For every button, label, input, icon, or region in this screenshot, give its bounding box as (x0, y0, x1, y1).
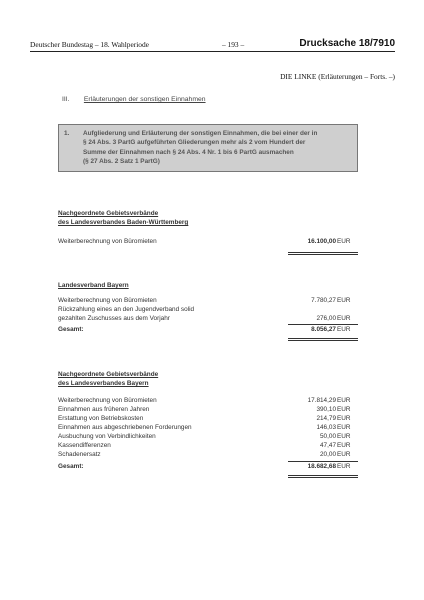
note-line: Summe der Einnahmen nach § 24 Abs. 4 Nr. 1 bis 6 PartG ausmachen (83, 148, 294, 156)
table-row (58, 424, 358, 433)
subtotal-rule (288, 461, 358, 462)
section-heading (62, 96, 206, 103)
total-double-rule (288, 477, 358, 478)
header-rule (30, 51, 395, 52)
row-amount: 47,47 (320, 442, 336, 449)
table-row (58, 306, 358, 315)
section-title: Erläuterungen der sonstigen Einnahmen (83, 96, 206, 103)
row-label: Ausbuchung von Verbindlichkeiten (58, 433, 156, 440)
row-amount: 16.100,00 (307, 238, 336, 245)
row-label: Schadenersatz (58, 451, 101, 458)
total-double-rule (288, 340, 358, 341)
total-double-rule (288, 338, 358, 339)
row-label: Einnahmen aus früheren Jahren (58, 406, 150, 413)
group-heading-line: Nachgeordnete Gebietsverbände (58, 210, 159, 217)
group-heading-line: Nachgeordnete Gebietsverbände (58, 371, 159, 378)
table-row-total (58, 326, 358, 335)
row-amount: 214,79 (316, 415, 336, 422)
total-double-rule (288, 475, 358, 476)
row-label: gezahlten Zuschusses aus dem Vorjahr (58, 315, 170, 322)
row-amount: 18.682,68 (307, 463, 336, 470)
table-row (58, 397, 358, 406)
group-heading-line: des Landesverbandes Bayern (58, 380, 149, 387)
page-header (30, 38, 395, 52)
row-amount: 276,00 (316, 315, 336, 322)
note-line: § 24 Abs. 3 PartG aufgeführten Gliederungen mehr als 2 vom Hundert der (83, 139, 306, 147)
table-row (58, 406, 358, 415)
boxed-note (58, 124, 358, 172)
row-amount: 7.780,27 (311, 297, 336, 304)
note-number: 1. (64, 130, 70, 137)
group-heading-line: des Landesverbandes Baden-Württemberg (58, 219, 189, 226)
total-double-rule (288, 252, 358, 253)
table-row (58, 297, 358, 306)
header-publication: Deutscher Bundestag – 18. Wahlperiode (30, 40, 149, 49)
header-page-number: – 193 – (222, 40, 245, 49)
group-heading-bw-subunits (58, 209, 188, 227)
group-heading-bavaria (58, 281, 129, 290)
group-heading-line: Landesverband Bayern (58, 282, 129, 289)
row-currency: EUR (337, 397, 351, 404)
row-currency: EUR (337, 297, 351, 304)
table-row (58, 442, 358, 451)
row-currency: EUR (337, 433, 351, 440)
row-currency: EUR (337, 415, 351, 422)
table-row (58, 315, 358, 324)
row-label: Rückzahlung eines an den Jugendverband solid (58, 306, 195, 313)
row-currency: EUR (337, 463, 351, 470)
table-row (58, 433, 358, 442)
row-label: Weiterberechnung von Büromieten (58, 297, 157, 304)
row-label: Kassendifferenzen (58, 442, 111, 449)
row-currency: EUR (337, 442, 351, 449)
row-label: Gesamt: (58, 463, 84, 470)
table-row-total (58, 463, 358, 472)
row-label: Weiterberechnung von Büromieten (58, 238, 157, 245)
row-label: Einnahmen aus abgeschriebenen Forderungen (58, 424, 192, 431)
row-amount: 17.814,29 (307, 397, 336, 404)
row-currency: EUR (337, 326, 351, 333)
note-line: Aufgliederung und Erläuterung der sonstigen Einnahmen, die bei einer der in (83, 130, 318, 137)
row-amount: 50,00 (320, 433, 336, 440)
row-amount: 390,10 (316, 406, 336, 413)
note-body (83, 129, 353, 166)
table-row (58, 238, 358, 247)
table-row (58, 451, 358, 460)
group-heading-bavaria-subunits (58, 370, 158, 388)
running-title: DIE LINKE (Erläuterungen – Forts. –) (280, 72, 395, 81)
row-amount: 20,00 (320, 451, 336, 458)
row-currency: EUR (337, 451, 351, 458)
row-label: Weiterberechnung von Büromieten (58, 397, 157, 404)
row-currency: EUR (337, 315, 351, 322)
subtotal-rule (288, 324, 358, 325)
row-currency: EUR (337, 238, 351, 245)
note-line: (§ 27 Abs. 2 Satz 1 PartG) (83, 157, 160, 165)
total-double-rule (288, 254, 358, 255)
row-currency: EUR (337, 424, 351, 431)
table-row (58, 415, 358, 424)
row-label: Gesamt: (58, 326, 84, 333)
row-amount: 146,03 (316, 424, 336, 431)
row-label: Erstattung von Betriebskosten (58, 415, 144, 422)
header-document-number: Drucksache 18/7910 (299, 38, 395, 49)
row-amount: 8.056,27 (311, 326, 336, 333)
row-currency: EUR (337, 406, 351, 413)
section-number: III. (62, 96, 70, 103)
